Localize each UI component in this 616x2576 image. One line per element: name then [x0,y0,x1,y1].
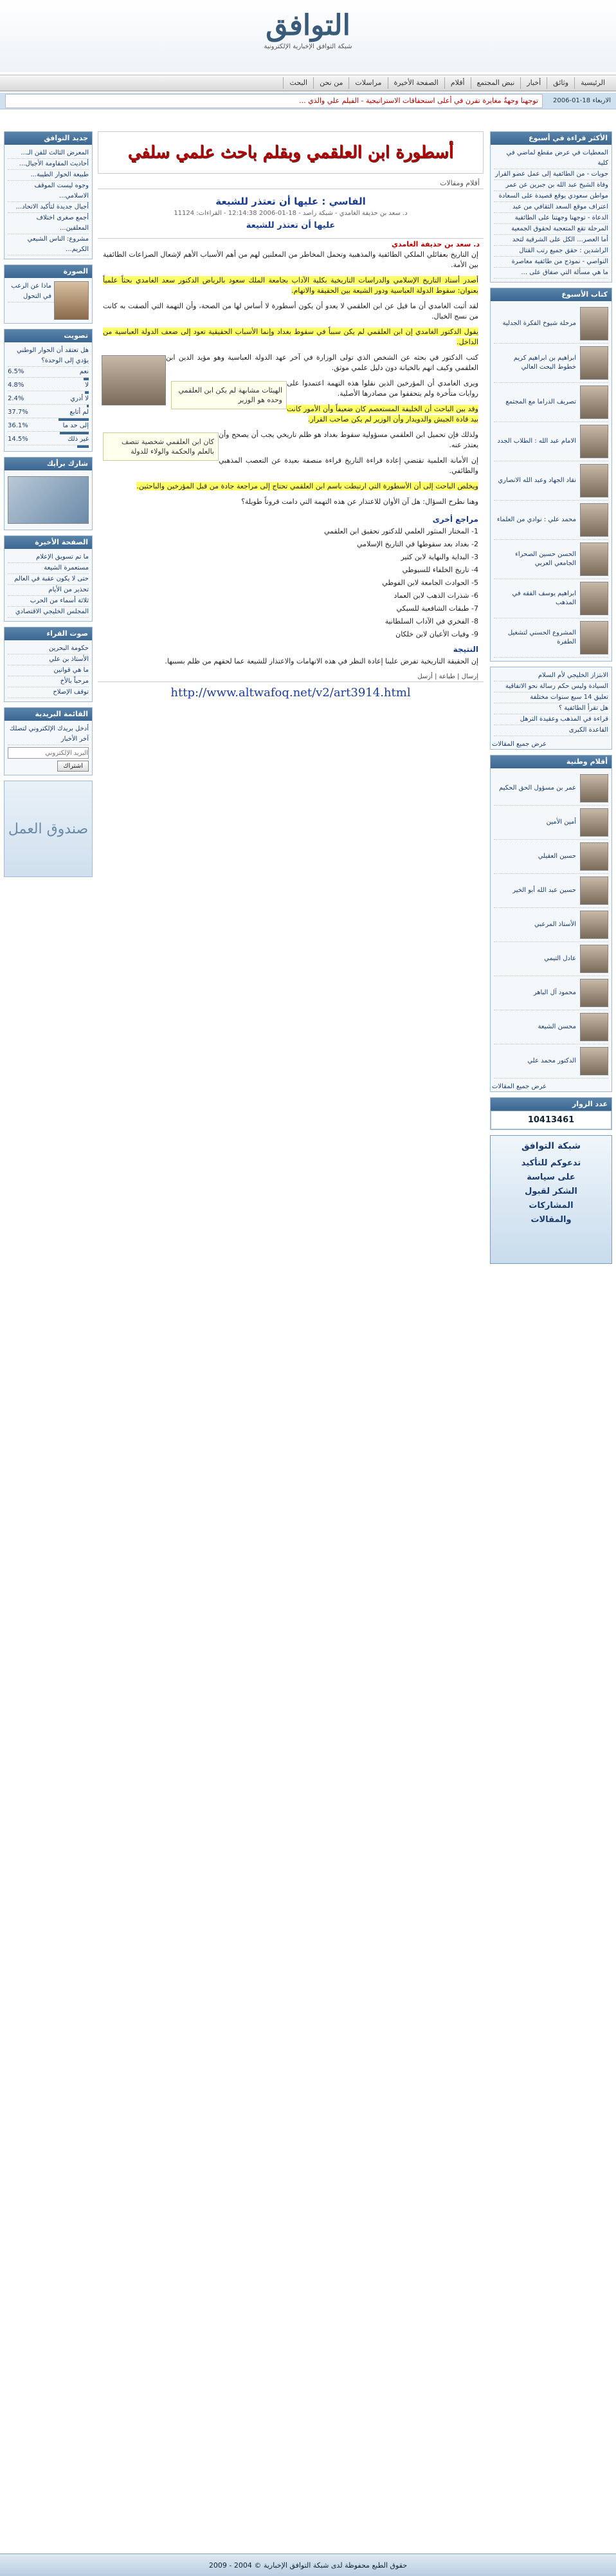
most-read-item[interactable]: أما العصر... الكل على الشرقية لتحد [494,235,608,246]
poll-option-percent: 14.5% [8,436,28,443]
site-logo[interactable] [237,9,379,55]
source-item: 1- المختار المنثور العلمي للدكتور تحقيق ابن العلقمي [323,527,478,535]
writer-row[interactable] [494,908,608,942]
ad-line: الشكر لقبول [525,1187,577,1196]
highlighted-text: أصدر أستاذ التاريخ الإسلامي والدراسات التاريخية بكلية الآداب بجامعة الملك سعود بالرياض الدكتور سعد الغامدي بحثاً علمياً بعنوان: سقوط الدولة العباسية ودور الشيعة بين الحقيقة والاتهام. [103,276,478,295]
new-box [4,131,93,259]
writer-row[interactable] [494,942,608,976]
author-name[interactable]: ابراهيم يوسف الفقه في المذهب [512,590,576,606]
paragraph: إن التاريخ بعقائلي الملكي الطائفية والمذهبية وتحمل المخاطر من المعلنين لهم من أهم الأسباب الأهم لإشعال الصراعات الطائفية بين الأمة. [103,250,478,269]
new-item[interactable]: أجمع صغرى اختلاف المعلقين... [8,213,89,234]
newsletter-title: القائمة البريدية [5,708,92,721]
logo-subtitle: شبكة التوافق الإخبارية الإلكترونية [264,43,352,50]
writer-photo[interactable] [580,911,608,939]
source-item: 5- الحوادث الجامعة لابن الفوطي [382,579,478,587]
author-name[interactable]: الامام عبد الله : الطلاب الجدد [497,438,576,445]
article-photo [102,355,166,405]
last-page-item[interactable]: ثلاثة أسماء من الحرب [8,596,89,607]
author-row[interactable] [494,618,608,658]
main-content [98,131,484,703]
visitors-title: عدد الزوار [491,1098,611,1111]
reader-voice-item[interactable]: توقف الإصلاح [8,687,89,698]
reader-voice-list [5,640,92,701]
last-page-box [4,535,93,622]
writer-name[interactable]: الدكتور محمد علي [527,1057,576,1064]
source-item: 6- شذرات الذهب لابن العماد [394,591,478,600]
ad-line: تدعوكم للتأكيد [521,1158,581,1168]
writers-of-week-box [490,288,612,662]
source-item: 7- طبقات الشافعية للسبكي [396,604,478,613]
article-url[interactable]: http://www.altwafoq.net/v2/art3914.html [98,681,484,703]
new-list [5,145,92,259]
most-read-item[interactable]: مواطن سعودي يوقع قصيدة على السعادة [494,191,608,202]
breadcrumb[interactable]: أقلام ومقالات [98,178,484,189]
most-read-item[interactable]: المعطيات في عرض مقطع لماضي في كلية [494,148,608,169]
paragraph: ولذلك فإن تحميل ابن العلقمي مسؤولية سقوط بغداد هو ظلم تاريخي يجب أن يصحح وأن يعتذر عنه. [219,431,478,449]
right-sidebar [490,131,612,1264]
poll-option [8,367,89,378]
author-photo[interactable] [580,425,608,458]
author-photo[interactable] [580,542,608,576]
newsletter-box [4,707,93,775]
new-box-title: جديد التوافق [5,132,92,145]
poll-option-percent: 4.8% [8,382,24,389]
reader-voice-item[interactable]: مرحباً بالأخ [8,676,89,687]
last-page-item[interactable]: مستعمرة الشيعة [8,563,89,574]
conclusion-text: إن الحقيقة التاريخية تفرض علينا إعادة النظر في هذه الاتهامات والاعتذار للشيعة عما لحقهم من ظلم بسببها. [165,657,478,665]
article-tools[interactable]: إرسال | طباعة | أرسل [417,673,478,680]
author-name[interactable]: تصريف الدراما مع المجتمع [505,398,576,405]
new-item[interactable]: المعرض الثالث للفن الـ... [8,148,89,159]
article-link[interactable]: القاعدة الكبرى [494,725,608,736]
writer-name[interactable]: محسن الشيعة [538,1023,576,1030]
conclusion-title: النتيجة [453,645,478,654]
poll-bar [77,445,89,448]
article-link[interactable]: هل تقرأ الطائفية ؟ [494,703,608,714]
show-all-writers-link[interactable]: عرض جميع المقالات [492,1083,547,1090]
author-name[interactable]: الحسن حسين الصحراء الجامعي العربي [515,551,576,567]
reader-voice-title: صوت القراء [5,627,92,640]
poll-option-label: إلى حد ما [62,422,89,429]
nav-home[interactable]: الرئيسية [574,77,611,89]
most-read-item[interactable]: اعتراف موقع السعد الثقافي من عبد [494,202,608,213]
article-subtitle: عليها أن تعتذر للشيعة [246,221,336,230]
most-read-item[interactable]: وفاة الشيخ عبد الله بن جبرين عن عمر [494,180,608,191]
author-row[interactable] [494,422,608,461]
poll-option [8,380,89,391]
author-name[interactable]: نقاد الجهاد وعبد الله الانصاري [498,477,576,484]
highlighted-text: وقد بين الباحث أن الخليفة المستعصم كان ضعيفاً وأن الأمور كانت بيد قادة الجيش والدويدار وأن الوزير لم يكن صاحب القرار. [287,405,478,423]
source-item: 2- بغداد بعد سقوطها في التاريخ الإسلامي [357,540,478,548]
authors-list [491,301,611,661]
writer-photo[interactable] [580,808,608,837]
last-page-list [5,549,92,621]
ad-banner[interactable] [490,1135,612,1264]
photo-caption[interactable]: ماذا عن الرعب في التحول [8,281,89,302]
left-sidebar [4,131,93,877]
highlighted-text: ويخلص الباحث إلى أن الأسطورة التي ارتبطت باسم ابن العلقمي تحتاج إلى مراجعة جادة من قبل المؤرخين والباحثين. [136,482,478,490]
poll-question: هل تعتقد أن الحوار الوطني يؤدي إلى الوحدة؟ [8,346,89,367]
writer-row[interactable] [494,840,608,874]
writer-name[interactable]: حسين عبد الله أبو الخير [512,887,576,894]
writer-row[interactable] [494,874,608,908]
new-item[interactable]: أحاديث المقاومة الأجيال... [8,159,89,170]
poll-option [8,407,89,418]
visitors-box [490,1097,612,1130]
author-row[interactable] [494,501,608,540]
source-item: 3- البداية والنهاية لابن كثير [401,553,478,561]
poll-option-label: لا أدري [70,395,89,402]
nav-community[interactable]: نبض المجتمع [471,77,521,89]
article-link[interactable]: تعليق 14 سبع سنوات مختلفة [494,692,608,703]
author-photo[interactable] [580,503,608,537]
author-photo[interactable] [580,582,608,615]
author-row[interactable] [494,304,608,344]
newsletter-text: أدخل بريدك الإلكتروني لتصلك آخر الأخبار [8,724,89,745]
writer-row[interactable] [494,806,608,840]
most-read-item[interactable]: النواصي - نموذج من طائفية معاصرة [494,257,608,268]
most-read-item[interactable]: الراشدين : حقق جميع رتب القتال [494,246,608,257]
article-body [98,250,484,667]
poll-box [4,329,93,452]
article-banner [98,131,484,174]
new-item[interactable]: وجوه ليست الموقف الاسلامي... [8,181,89,202]
highlighted-text: يقول الدكتور الغامدي إن ابن العلقمي لم يكن سبباً في سقوط بغداد وإنما الأسباب الحقيقية تعود إلى ضعف الدولة العباسية من الداخل. [103,328,478,346]
email-field[interactable] [8,747,89,759]
author-name[interactable]: مرحلة شيوخ الفكرة الجدلية [502,320,576,327]
poll-option [8,421,89,432]
share-opinion-title: شارك برأيك [5,458,92,470]
date-text: الاربعاء 18-01-2006 [553,97,611,104]
source-item: 9- وفيات الأعيان لابن خلكان [395,630,478,638]
new-item[interactable]: طبيعة الحوار الطيبة... [8,170,89,181]
sources-title: مراجع أخرى [432,515,478,524]
articles-box [490,667,612,750]
author-photo[interactable] [580,464,608,497]
writer-name[interactable]: عادل التيمي [544,955,576,962]
ad-heading: شبكة التوافق [521,1141,581,1151]
source-item: 8- الفخري في الآداب السلطانية [385,617,478,625]
writers-title: كتاب الأسبوع [491,288,611,301]
source-item: 4- تاريخ الخلفاء للسيوطي [402,566,478,574]
author-row[interactable] [494,383,608,422]
poll-results [8,367,89,448]
header [0,0,616,72]
last-page-title: الصفحة الأخيرة [5,536,92,549]
writer-photo[interactable] [580,876,608,905]
banner-title: أسطورة ابن العلقمي وبقلم باحث علمي سلفي [127,143,454,162]
author-photo[interactable] [580,621,608,654]
poll-option-label: غير ذلك [68,436,89,443]
nav-news[interactable]: أخبار [520,77,547,89]
author-name[interactable]: محمد علي : نوادي من العلماء [496,516,576,523]
share-opinion-box [4,457,93,530]
last-page-item[interactable]: حتى لا يكون عقبة في العالم [8,574,89,585]
writer-photo[interactable] [580,1013,608,1041]
article-header [98,189,484,239]
subscribe-button[interactable]: اشتراك [57,761,89,772]
author-row[interactable] [494,579,608,618]
nav-contact[interactable]: مراسلات [349,77,387,89]
writer-name[interactable]: أمين الأمين [546,819,576,826]
new-item[interactable]: مشروع: الناس الشيعي الكريم... [8,234,89,255]
article-meta: د. سعد بن حذيفة الغامدي - شبكة راصد - 18-01-2006 12:14:38 - القراءات: 11124 [174,210,408,217]
articles-list [491,667,611,739]
writers-list [491,768,611,1082]
reader-voice-item[interactable]: حكومة البحرين [8,644,89,654]
reader-voice-box [4,627,93,702]
author-name[interactable]: ابراهيم بن ابراهيم كريم خطوط البحث العالي [513,355,576,371]
poll-option-percent: 6.5% [8,368,24,375]
poll-option-label: لا [85,382,89,389]
poll-title: تصويت [5,329,92,342]
writer-photo[interactable] [580,979,608,1007]
paragraph: وهنا نطرح السؤال: هل آن الأوان للاعتذار عن هذه التهمة التي دامت قروناً طويلة؟ [241,497,478,506]
author-name[interactable]: المشروع الحسني لتشغيل الطفرة [507,629,576,645]
main-nav [0,75,616,91]
new-item[interactable]: أجيال جديدة لتأكيد الاتحاد... [8,202,89,213]
paragraph [98,404,484,425]
ad-line: والمقالات [530,1215,572,1225]
writer-photo[interactable] [580,945,608,973]
last-page-item[interactable]: تحذير من الأيام [8,585,89,596]
opinion-photo[interactable] [8,476,89,524]
poll-option-percent: 37.7% [8,409,28,416]
writer-photo[interactable] [580,842,608,871]
paragraph [98,481,484,492]
poll-option-percent: 2.4% [8,395,24,402]
poll-option-percent: 36.1% [8,422,28,429]
paragraph [98,327,484,347]
news-ticker[interactable]: توجهنا وجهةٌ مغايرة تقرن في أعلى استحقاقات الاستراتيجية - الفيلم علي والذي ... [5,94,543,108]
picture-box [4,264,93,324]
writer-photo[interactable] [580,1047,608,1075]
pull-quote: الهيئات مشابهة لم يكن ابن العلقمي وحده هو الوزير [171,381,287,409]
national-pens-title: أقلام وطنية [491,755,611,768]
nav-search[interactable]: البحث [283,77,313,89]
writer-row[interactable] [494,772,608,806]
most-read-list [491,145,611,282]
article-link[interactable]: الابتزاز الخليجي لأم السلام [494,671,608,681]
most-read-box [490,131,612,283]
logo-text: التوافق [266,9,350,42]
author-row[interactable] [494,540,608,579]
most-read-item[interactable]: الدعاة - توجهنا وجهتنا على الطائفية [494,213,608,224]
most-read-item[interactable]: المرحلة تقع المتعجبة لحقوق الجمعية [494,224,608,235]
author-photo[interactable] [580,346,608,380]
last-page-item[interactable]: ما تم تسويق الإعلام [8,552,89,563]
nav-about[interactable]: من نحن [313,77,349,89]
writer-name[interactable]: عمر بن مسؤول الحق الحكيم [498,784,576,792]
footer: حقوق الطبع محفوظة لدى شبكة التوافق الإخبارية © 2004 - 2009 [0,2553,616,2576]
visitor-counter: 10413461 [491,1111,611,1129]
most-read-item[interactable]: ما هي مسألة التي صفاق على ... [494,268,608,279]
author-photo[interactable] [580,385,608,419]
author-row[interactable] [494,461,608,501]
paragraph: كتب الدكتور في بحثه عن الشخص الذي تولى الوزارة في آخر عهد الدولة العباسية وهو مؤيد الدين ابن العلقمي وكيف اتهم بالخيانة دون دليل علمي موثق. [166,353,478,372]
writer-name[interactable]: الأستاذ المرعبي [534,921,576,928]
feature-photo[interactable] [54,281,89,320]
article-title: الفاسي : عليها أن تعتذر للشيعة [215,196,366,207]
paragraph: إن الأمانة العلمية تقتضي إعادة قراءة التاريخ قراءة منصفة بعيدة عن التعصب المذهبي والطائفي. [219,456,478,475]
last-page-item[interactable]: المجلس الخليجي الاقتصادي [8,607,89,618]
author-row[interactable] [494,344,608,383]
nav-last-page[interactable]: الصفحة الأخيرة [388,77,444,89]
author-photo[interactable] [580,307,608,340]
poll-option [8,434,89,445]
writer-row[interactable] [494,976,608,1010]
reader-voice-item[interactable]: الأستاذ بن علي [8,654,89,665]
sources-list [98,526,484,640]
nav-opinions[interactable]: أقلام [444,77,471,89]
poll-option-label: لم أتابع [69,409,89,416]
article-author: د. سعد بن حذيفة الغامدي [391,240,480,248]
writer-photo[interactable] [580,774,608,802]
poll-option-label: نعم [79,368,89,375]
article-link[interactable]: السيادة وليس حكم رسالة نحو الاتفاقية [494,681,608,692]
ad-line: المشاركات [529,1201,574,1210]
nav-documents[interactable]: وثائق [547,77,574,89]
date-bar [0,93,616,109]
poll-option [8,394,89,405]
paragraph [98,275,484,296]
writer-row[interactable] [494,1044,608,1079]
most-read-title: الأكثر قراءة في أسبوع [491,132,611,145]
ad-line: على سياسة [527,1172,575,1182]
national-pens-box [490,755,612,1092]
picture-box-title: الصورة [5,265,92,278]
writer-row[interactable] [494,1010,608,1044]
article-link[interactable]: قراءة في المذهب وعقيدة الترهل [494,714,608,725]
paragraph: لقد أثبت الغامدي أن ما قيل عن ابن العلقمي لا يعدو أن يكون أسطورة لا أساس لها من الصحة، وأن التهمة التي ألصقت به كانت من نسج الخيال. [103,302,478,320]
watermark-logo: صندوق العمل [4,781,93,877]
writer-name[interactable]: محمود آل الباهر [533,989,576,996]
pull-quote: كان ابن العلقمي شخصية تتصف بالعلم والحكمة والولاء للدولة [103,432,219,461]
writer-name[interactable]: حسين العقيلي [538,853,576,860]
reader-voice-item[interactable]: ما هي قوانين [8,665,89,676]
paragraph: ويرى الغامدي أن المؤرخين الذين نقلوا هذه التهمة اعتمدوا على روايات متأخرة ولم يتحققوا من مصادرها الأصلية. [287,379,478,398]
show-all-articles-link[interactable]: عرض جميع المقالات [492,741,547,748]
most-read-item[interactable]: حويات - من الطائفية إلى عمل عضو القرار [494,169,608,180]
